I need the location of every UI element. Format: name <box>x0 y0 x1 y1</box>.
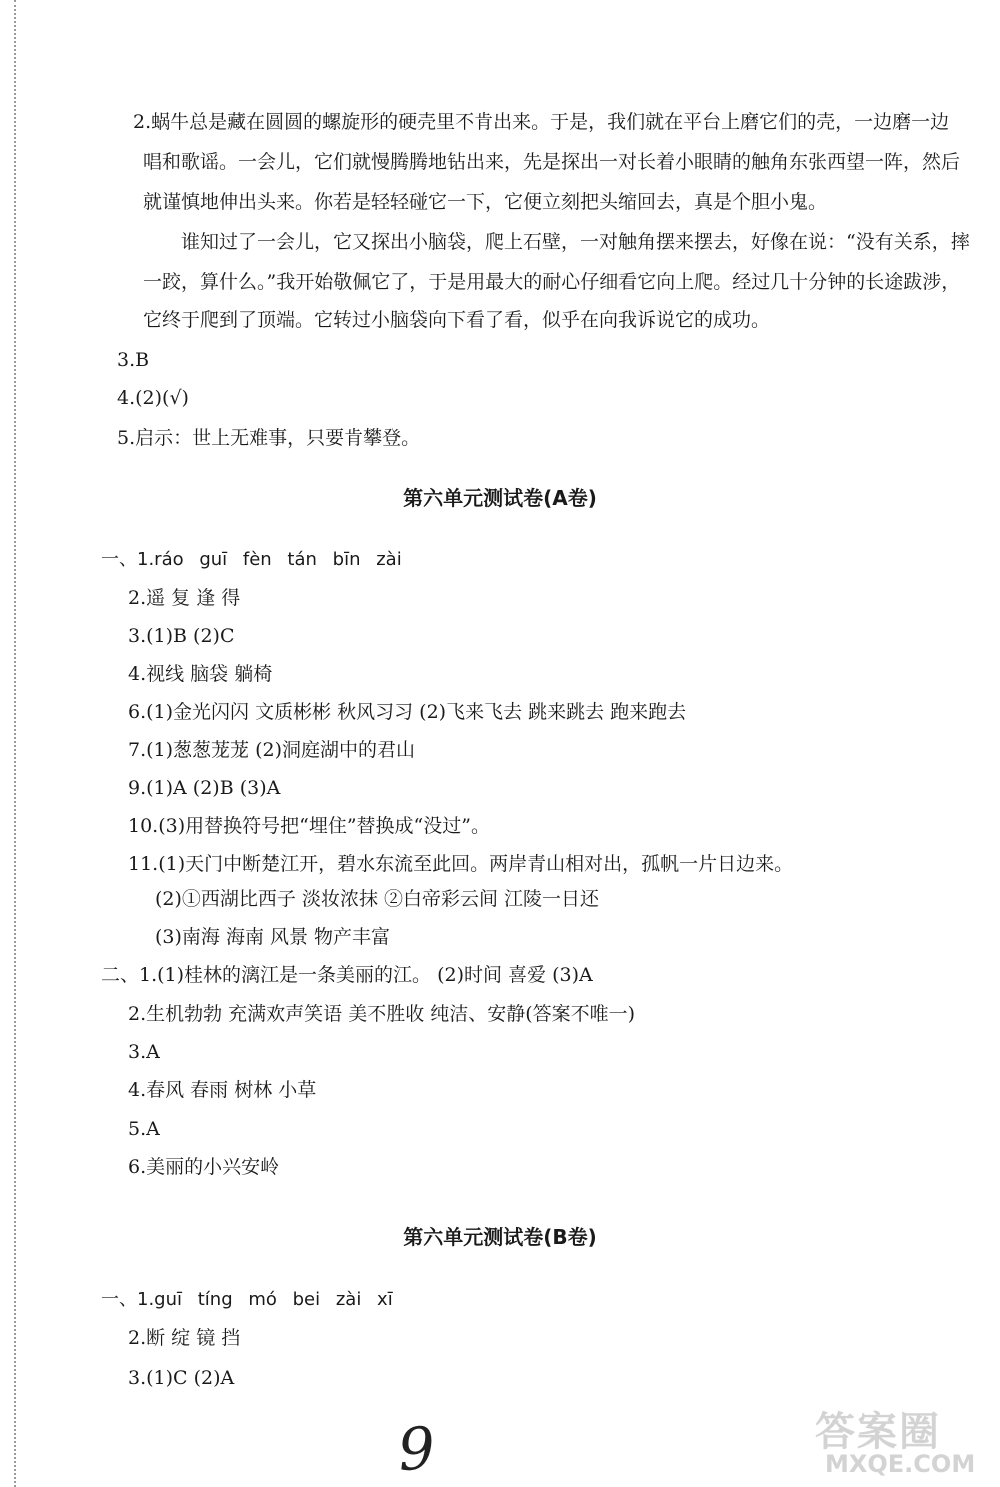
section-b-title: 第六单元测试卷(B卷) <box>403 1225 597 1249</box>
watermark-en-text: MXQE.COM <box>825 1450 976 1478</box>
binding-margin-line <box>14 0 16 1487</box>
section-a-title: 第六单元测试卷(A卷) <box>403 486 597 510</box>
a-part1-q11-line-1: 11.(1)天门中断楚江开，碧水东流至此回。两岸青山相对出，孤帆一片日边来。 <box>128 853 794 875</box>
a-part1-q4: 4.视线 脑袋 躺椅 <box>128 663 273 685</box>
a-part2-q6: 6.美丽的小兴安岭 <box>128 1156 280 1178</box>
b-part1-q1-pinyin: 一、1.guī tíng mó bei zài xī <box>101 1289 393 1310</box>
prev-q4: 4.(2)(√) <box>117 387 189 409</box>
a-part2-q1: 二、1.(1)桂林的漓江是一条美丽的江。 (2)时间 喜爱 (3)A <box>101 964 593 986</box>
a-part2-q2: 2.生机勃勃 充满欢声笑语 美不胜收 纯洁、安静(答案不唯一) <box>128 1003 636 1025</box>
a-part2-q3: 3.A <box>128 1041 160 1063</box>
prev-q2-line-5: 一跤，算什么。”我开始敬佩它了，于是用最大的耐心仔细看它向上爬。经过几十分钟的长途跋涉， <box>143 271 961 293</box>
watermark-cn-text: 答案圈 <box>815 1409 941 1455</box>
prev-q3: 3.B <box>117 349 150 371</box>
site-watermark <box>815 1400 995 1482</box>
a-part1-q6: 6.(1)金光闪闪 文质彬彬 秋风习习 (2)飞来飞去 跳来跳去 跑来跑去 <box>128 701 687 723</box>
prev-q2-line-6: 它终于爬到了顶端。它转过小脑袋向下看了看，似乎在向我诉说它的成功。 <box>143 309 771 331</box>
a-part2-q4: 4.春风 春雨 树林 小草 <box>128 1079 317 1101</box>
a-part2-q5: 5.A <box>128 1118 160 1140</box>
a-part1-q2: 2.遥 复 逢 得 <box>128 587 241 609</box>
a-part1-q11-line-3: (3)南海 海南 风景 物产丰富 <box>155 926 391 948</box>
prev-q2-line-4: 谁知过了一会儿，它又探出小脑袋，爬上石壁，一对触角摆来摆去，好像在说：“没有关系，摔 <box>181 231 970 253</box>
b-part1-q2: 2.断 绽 镜 挡 <box>128 1327 241 1349</box>
a-part1-q7: 7.(1)葱葱茏茏 (2)洞庭湖中的君山 <box>128 739 415 761</box>
prev-q5: 5.启示：世上无难事，只要肯攀登。 <box>117 427 421 449</box>
b-part1-q3: 3.(1)C (2)A <box>128 1367 235 1389</box>
a-part1-q9: 9.(1)A (2)B (3)A <box>128 777 281 799</box>
prev-q2-line-1: 2.蜗牛总是藏在圆圆的螺旋形的硬壳里不肯出来。于是，我们就在平台上磨它们的壳，一边磨一边 <box>133 111 950 133</box>
a-part1-q11-line-2: (2)①西湖比西子 淡妆浓抹 ②白帝彩云间 江陵一日还 <box>155 888 600 910</box>
a-part1-q3: 3.(1)B (2)C <box>128 625 235 647</box>
prev-q2-line-2: 唱和歌谣。一会儿，它们就慢腾腾地钻出来，先是探出一对长着小眼睛的触角东张西望一阵，然后 <box>143 151 961 173</box>
prev-q2-line-3: 就谨慎地伸出头来。你若是轻轻碰它一下，它便立刻把头缩回去，真是个胆小鬼。 <box>143 191 828 213</box>
a-part1-q10: 10.(3)用替换符号把“埋住”替换成“没过”。 <box>128 815 490 837</box>
a-part1-q1-pinyin: 一、1.ráo guī fèn tán bīn zài <box>101 549 402 570</box>
page-number: 9 <box>395 1413 438 1485</box>
